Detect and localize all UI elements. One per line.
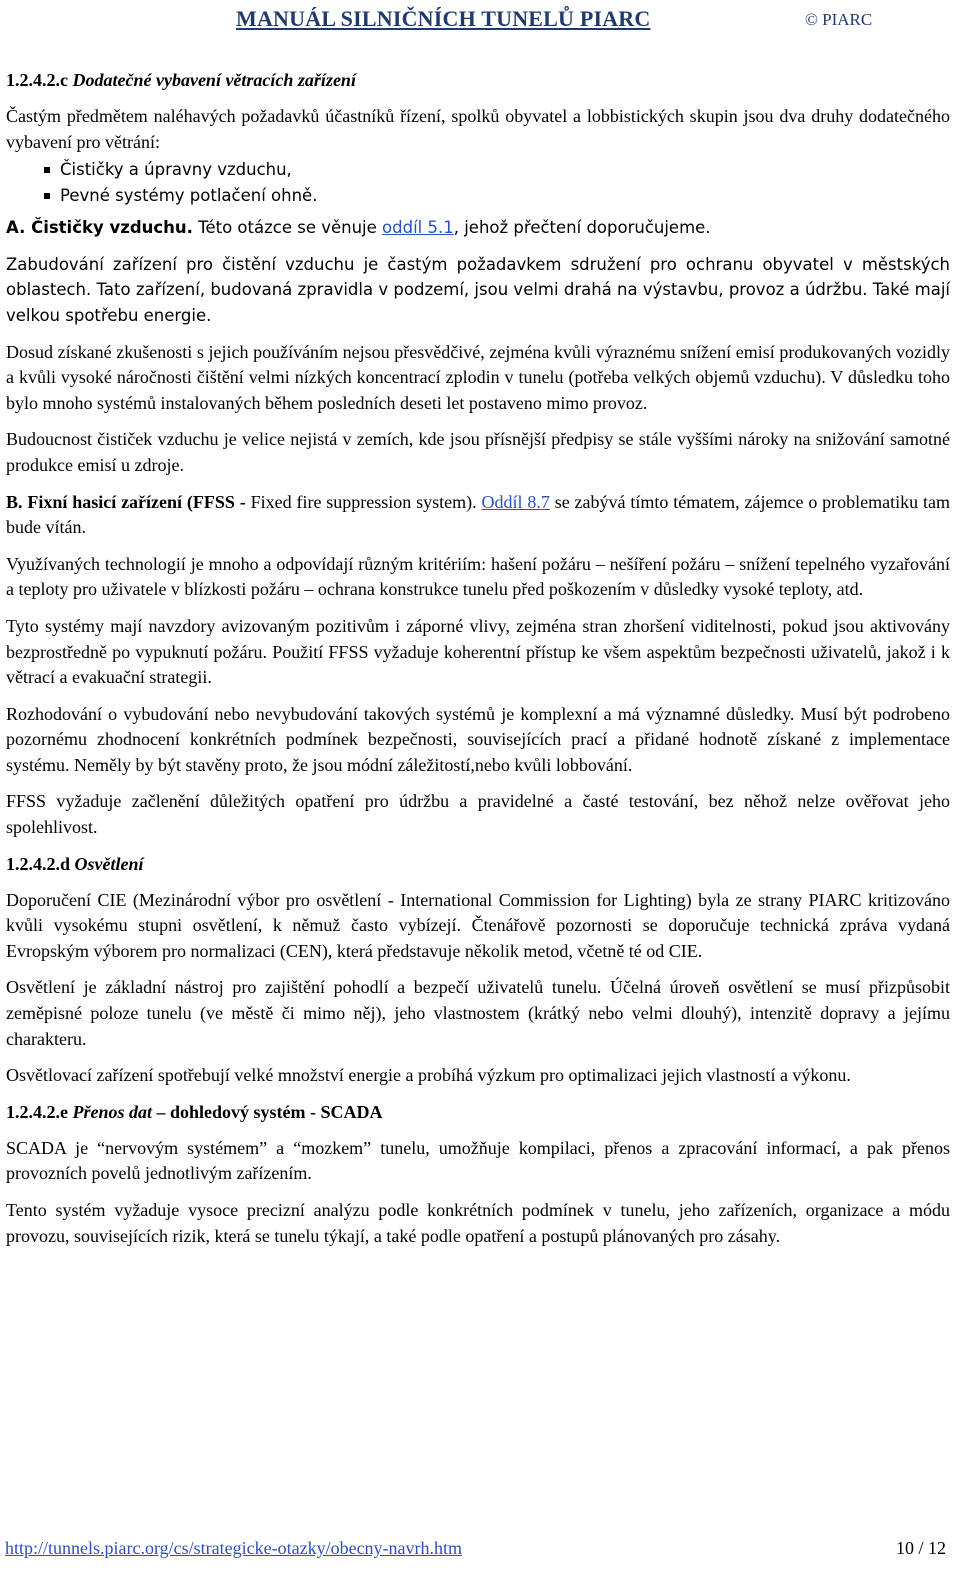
- page-number: 10 / 12: [895, 1538, 946, 1558]
- air-cleaners-paragraph-3: Budoucnost čističek vzduchu je velice nejistá v zemích, kde jsou přísnější předpisy se stále vyššími nároky na snižování samotné produkce emisí u zdroje.: [6, 429, 950, 475]
- ffss-intro: [6, 490, 950, 541]
- air-cleaners-paragraph-1: [6, 252, 950, 329]
- air-cleaners-text-post: , jehož přečtení doporučujeme.: [453, 218, 711, 238]
- section-c-number: 1.2.4.2.c: [6, 70, 68, 90]
- page-header: [0, 4, 960, 38]
- ventilation-equipment-list: [6, 157, 950, 209]
- section-8-7-link[interactable]: Oddíl 8.7: [481, 491, 550, 512]
- section-c-title: Dodatečné vybavení větracích zařízení: [72, 70, 356, 90]
- section-e-heading: [6, 1100, 950, 1125]
- section-e-number: 1.2.4.2.e: [6, 1101, 68, 1122]
- ffss-title: B. Fixní hasicí zařízení (FFSS -: [6, 491, 246, 512]
- air-cleaners-paragraph-2: Dosud získané zkušenosti s jejich používáním nejsou přesvědčivé, zejména kvůli výraznému snížení emisí produkovaných vozidly a kvůli vysoké náročnosti čištění velmi nízkých koncentrací zplodin v tunelu (potřeba velkých objemů vzduchu). V důsledku toho bylo mnoho systémů instalovaných během posledních deseti let postaveno mimo provoz.: [6, 341, 950, 413]
- ffss-paragraph-effects: Tyto systémy mají navzdory avizovaným pozitivům i záporné vlivy, zejména stran zhoršení viditelnosti, pokud jsou aktivovány bezprostředně po vypuknutí požáru. Použití FFSS vyžaduje koherentní přístup ke všem aspektům bezpečnosti uživatelů, jakož i k větrací a evakuační strategii.: [6, 615, 950, 688]
- main-content: [6, 68, 950, 1260]
- source-url-link[interactable]: http://tunnels.piarc.org/cs/strategicke-otazky/obecny-navrh.htm: [5, 1538, 463, 1558]
- air-cleaners-intro: [6, 215, 950, 241]
- section-c-intro: Častým předmětem naléhavých požadavků účastníků řízení, spolků obyvatel a lobbistických skupin jsou dva druhy dodatečného vybavení pro větrání:: [6, 106, 950, 152]
- air-cleaners-text-pre: Této otázce se věnuje: [192, 218, 383, 238]
- paragraph-text: Zabudování zařízení pro čistění vzduchu je častým požadavkem sdružení pro ochranu obyvatel v městských oblastech.: [6, 254, 950, 300]
- paragraph-text: Tato zařízení, budovaná zpravidla v podzemí, jsou velmi drahá na výstavbu, provoz a údržbu. Také mají velkou spotřebu energie.: [6, 280, 950, 325]
- list-item: [6, 157, 950, 183]
- ffss-title-rest: Fixed fire suppression system).: [245, 491, 477, 512]
- ffss-intro-text: se zabývá tímto tématem, zájemce o problematiku tam bude vítán.: [6, 491, 950, 538]
- page-footer: [0, 1538, 960, 1568]
- section-d-number: 1.2.4.2.d: [6, 853, 71, 874]
- manual-title: MANUÁL SILNIČNÍCH TUNELŮ PIARC: [236, 6, 651, 31]
- ffss-paragraph-maintenance: FFSS vyžaduje začlenění důležitých opatření pro údržbu a pravidelné a časté testování, bez něhož nelze ověřovat jeho spolehlivost.: [6, 791, 950, 838]
- list-item: [6, 183, 950, 209]
- section-d-title: Osvětlení: [74, 853, 144, 874]
- copyright-label: © PIARC: [805, 10, 873, 29]
- section-e-title: Přenos dat: [72, 1101, 153, 1122]
- section-d-heading: [6, 852, 950, 877]
- lighting-paragraph-1: Doporučení CIE (Mezinárodní výbor pro osvětlení - International Commission for Lighting) byla ze strany PIARC kritizováno kvůli vysokému stupni osvětlení, k němuž často vybízejí. Čtenářově pozornosti se doporučuje technická zpráva vydaná Evropským výborem pro normalizaci (CEN), která představuje několik metod, včetně té od CIE.: [6, 889, 950, 961]
- lighting-paragraph-2: Osvětlení je základní nástroj pro zajištění pohodlí a bezpečí uživatelů tunelu. Účelná úroveň osvětlení se musí přizpůsobit zeměpisné poloze tunelu (ve městě či mimo něj), jeho vlastnostem (krátký nebo velmi dlouhý), intenzitě dopravy a jejímu charakteru.: [6, 977, 950, 1049]
- scada-paragraph-1: SCADA je “nervovým systémem” a “mozkem” tunelu, umožňuje kompilaci, přenos a zpracování informací, a pak přenos provozních povelů jednotlivým zařízením.: [6, 1137, 950, 1184]
- list-item-text: Pevné systémy potlačení ohně.: [60, 186, 318, 206]
- section-c-heading: [6, 68, 950, 93]
- bullet-square-icon: [44, 167, 50, 173]
- list-item-text: Čističky a úpravny vzduchu,: [60, 160, 292, 180]
- section-5-1-link[interactable]: oddíl 5.1: [382, 218, 454, 238]
- lighting-paragraph-3: Osvětlovací zařízení spotřebují velké množství energie a probíhá výzkum pro optimalizaci jejich vlastností a výkonu.: [6, 1065, 851, 1086]
- ffss-paragraph-technologies: Využívaných technologií je mnoho a odpovídají různým kritériím: hašení požáru – nešíření požáru – snížení tepelného vyzařování a teploty pro uživatele v blízkosti požáru – ochrana konstrukce tunelu před poškozením v důsledky vysoké teploty, atd.: [6, 553, 950, 600]
- ffss-paragraph-decision: Rozhodování o vybudování nebo nevybudování takových systémů je komplexní a má významné důsledky. Musí být podrobeno pozornému zhodnocení konkrétních podmínek bezpečnosti, souvisejících prací a přidané hodnotě získané z implementace systému. Neměly by být stavěny proto, že jsou módní záležitostí,nebo kvůli lobbování.: [6, 703, 950, 775]
- bullet-square-icon: [44, 193, 50, 199]
- air-cleaners-title: A. Čističky vzduchu.: [6, 218, 193, 238]
- scada-paragraph-2: Tento systém vyžaduje vysoce precizní analýzu podle konkrétních podmínek v tunelu, jeho zařízeních, organizace a módu provozu, souvisejících rizik, která se tunelu týkají, a také podle opatření a postupů plánovaných pro zásahy.: [6, 1200, 950, 1246]
- section-e-title-rest: – dohledový systém - SCADA: [152, 1101, 383, 1122]
